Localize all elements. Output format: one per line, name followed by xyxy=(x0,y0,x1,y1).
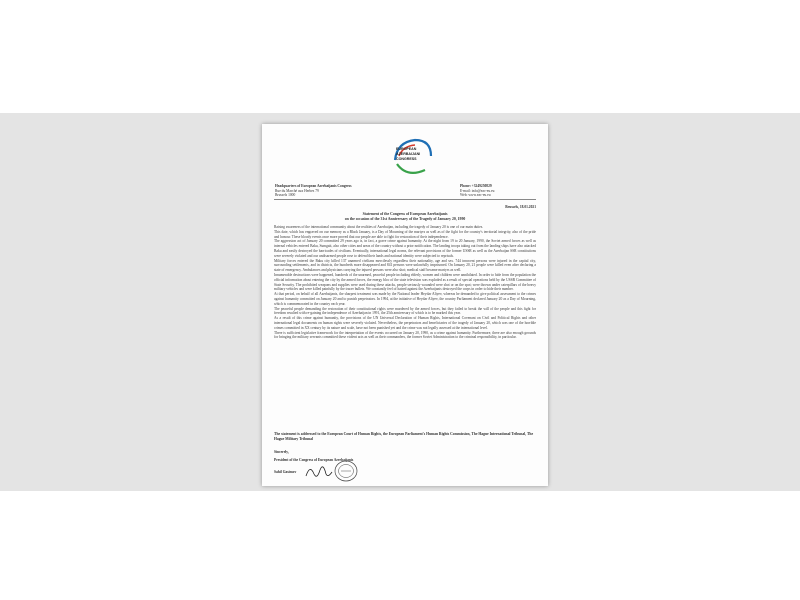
logo-line-3: CONGRESS xyxy=(396,157,417,161)
closing-sincerely: Sincerely, xyxy=(274,450,289,454)
document-date: Brussels, 18.01.2021 xyxy=(505,205,536,209)
addressed-to: The statement is addressed to the European Court of Human Rights, the European Parliament's Human Rights Commission, The Hague International Tribunal, The Hague Military Tribunal xyxy=(274,432,534,441)
document-page xyxy=(262,124,548,486)
header-divider xyxy=(274,199,536,200)
paragraph: Innumerable destructions were happened, hundreds of the unarmed, peaceful people including elderly, women and children were annihilated. In order to hide from the population the official information about entering the city by the armed forces, the energy bloc of the state television was exploded as a result of special operations held by the USSR Committee of State Security. The prohibited weapons and supplies were used during these attacks, people seriously wounded were shot or on the spot; were thrown under caterpillars of the heavy military vehicles and were killed painfully by the tracer bullets. We constantly feel of hatred against the Azerbaijanis destroyed the corps in order to hide their number. xyxy=(274,272,536,292)
statement-title xyxy=(274,212,536,222)
title-line-2: on the occasion of the 31st Anniversary of the Tragedy of January 20, 1990 xyxy=(344,216,466,221)
header-address xyxy=(275,184,425,198)
logo-text xyxy=(396,147,456,162)
paragraph: This date, which has engraved on our memory as a Black January, is a Day of Mourning of the martyrs as well as of the fight for the country's territorial integrity, also of the pride and honour. These bloody events once more proved that our people are able to fight for restoration of their independence. xyxy=(274,229,536,239)
header-contacts xyxy=(460,184,545,198)
signature-and-stamp xyxy=(302,458,362,484)
statement-body xyxy=(274,225,536,340)
paragraph: The aggression act of January 20 committed 29 years ago is, in fact, a grave crime against humanity. At the night from 19 to 20 January, 1990, the Soviet armed forces as well as internal vehicles entered Baku, Sumgait, also other cities and areas of the country without a prior notification. The landing troops taking out from the landing ships have also attacked Baku and easily destroyed the barricades of civilians. Eventually, international legal norms, the relevant provisions of the former USSR as well as the Azerbaijan SSR constitutions were severely violated and our undisarmed people rose to defend their lands and national identity were subjected to reprisals. xyxy=(274,239,536,258)
header-web: Web: www.eac-eu.eu xyxy=(460,193,491,198)
paragraph: As a result of this crime against humanity, the provisions of the UN Universal Declaration of Human Rights, International Covenant on Civil and Political Rights and other international legal documents on human rights were severely violated. Nevertheless, the perpetrators and beneficiaries of the tragedy of January 20, which was one of the horrible crimes committed in XX century by its nature and scale, have not been punished yet and the crime was not legally assessed at the international level. xyxy=(274,316,536,330)
paragraph: Military forces entered the Baku city killed 137 unarmed civilians mercilessly regardless their nationality, age and sex. 744 innocent persons were injured in the capital city, surrounding settlements, and in districts, the hundreds more disappeared and 841 persons were unlawfully imprisoned. On January 20, 21 people were killed even after declaring a state of emergency. Ambulances and physicians carrying the injured persons were also shot; medical staff became martyrs as well. xyxy=(274,258,536,273)
header-phone: Phone: +3249250829 xyxy=(460,184,492,188)
signer-title: President of the Congress of European Azerbaijanis xyxy=(274,458,354,462)
title-line-1: Statement of the Congress of European Azerbaijanis xyxy=(362,212,448,216)
logo-line-1: EUROPEAN xyxy=(396,147,417,151)
header-address-line-2: Brussels 1000 xyxy=(275,193,296,198)
header-email: E-mail: info@eac-eu.eu xyxy=(460,188,495,193)
header-org: Headquarters of European Azerbaijanis Congress xyxy=(275,184,352,188)
header-address-line-1: Rue du Marché aux Herbes 79 xyxy=(275,188,319,193)
paragraph: At that period, on behalf of all Azerbaijanis, the sharpest treatment was made by the National leader Heydar Aliyev, whereas he demanded to give political assessment to the crimes against humanity committed on January 20 and to punish perpetrators. In 1994, at the initiative of Heydar Aliyev, the country Parliament declared January 20 as a Day of Mourning, which is commemorated in the country each year. xyxy=(274,292,536,306)
logo-line-2: AZERBAIJANI xyxy=(396,152,421,156)
signer-name: Sahil Gasimov xyxy=(274,470,297,474)
paragraph: There is sufficient legislative framework for the interpretation of the events occurred on January 20, 1990, as a crime against humanity. Furthermore, there are also enough grounds for bringing the military servants committed these violent acts as well as their commanders, the former Soviet Administration to the criminal responsibility, in particular. xyxy=(274,330,536,340)
paragraph: The peaceful people demanding the restoration of their constitutional rights were murdered by the armed forces, but they failed to break the will of the people and this fight for freedom resulted with re-gaining the independence of Azerbaijan in 1991, the 25th anniversary of which is to be marked this year. xyxy=(274,306,536,316)
paragraph: Raising awareness of the international community about the realities of Azerbaijan, including the tragedy of January 20 is one of our main duties. xyxy=(274,225,484,229)
